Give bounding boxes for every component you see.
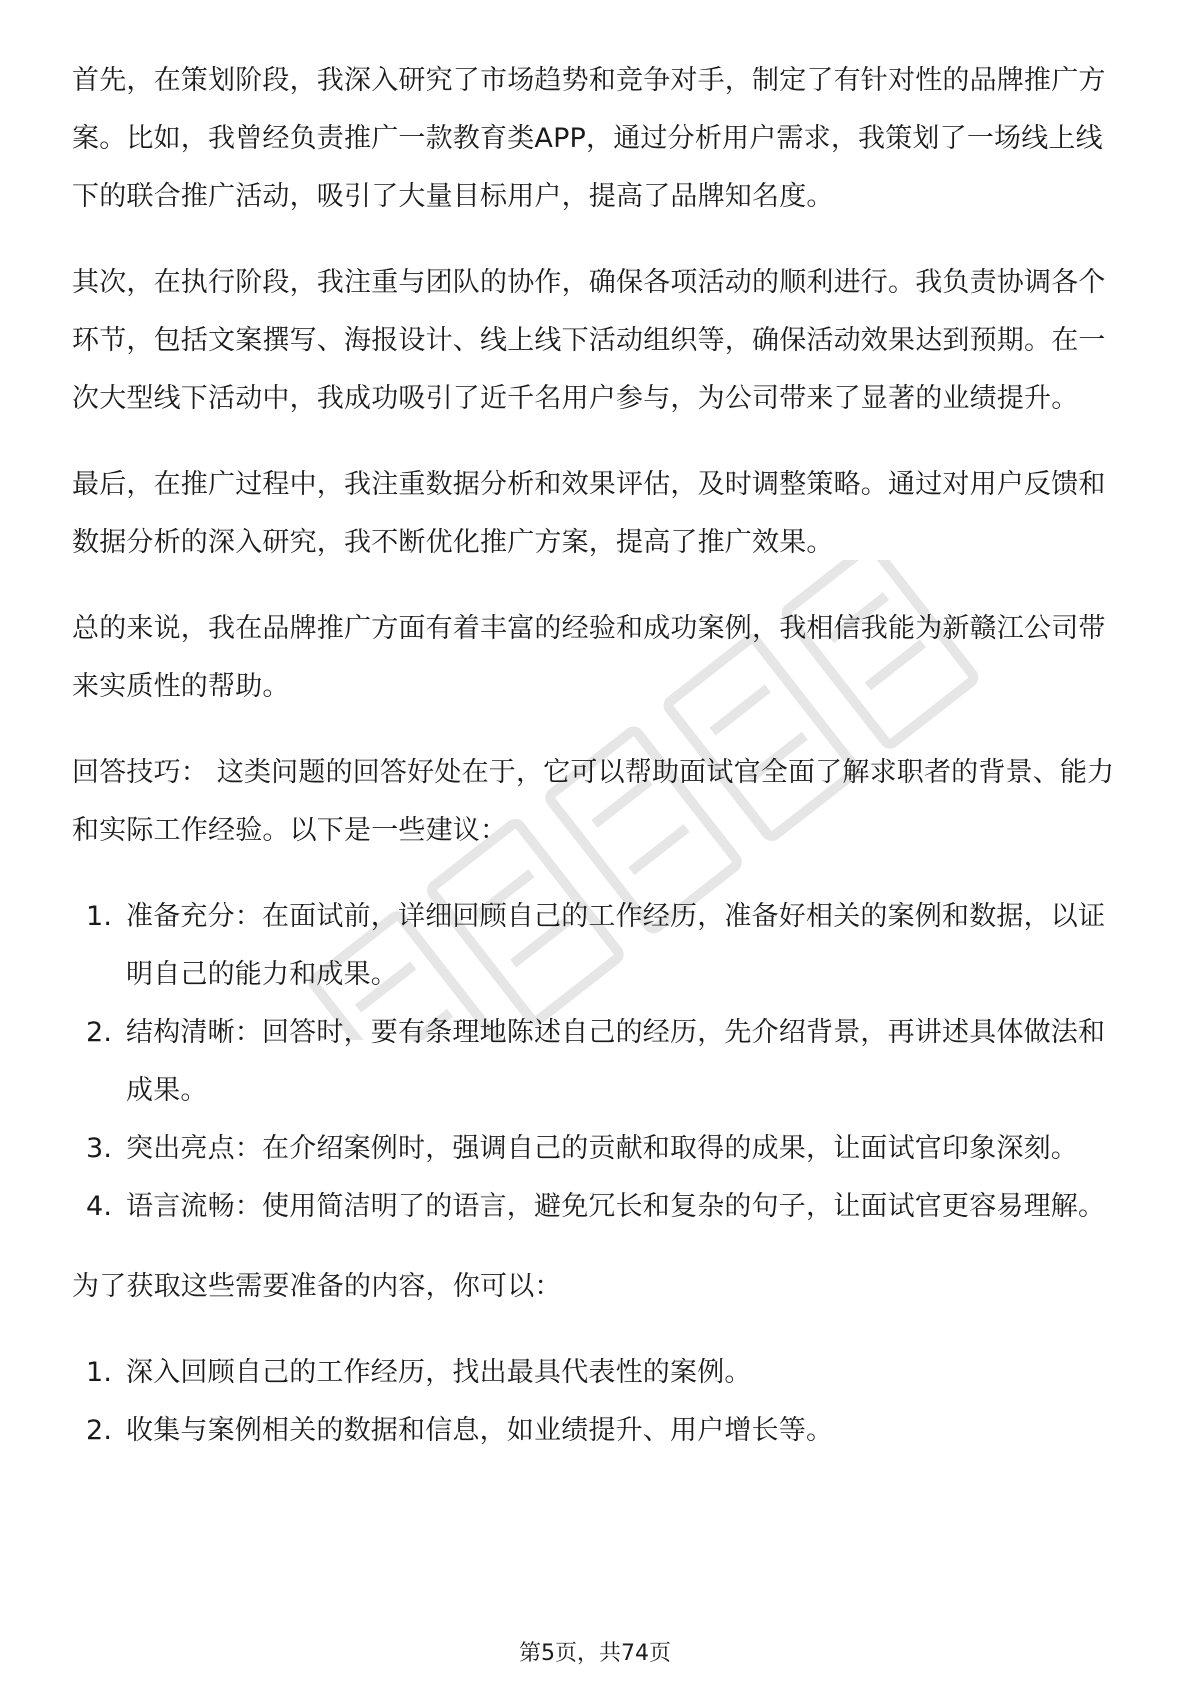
paragraph-summary: 总的来说，我在品牌推广方面有着丰富的经验和成功案例，我相信我能为新赣江公司带来实质性的帮助。 — [72, 613, 1106, 702]
tips-list — [72, 888, 1122, 1236]
paragraph-planning: 首先，在策划阶段，我深入研究了市场趋势和竞争对手，制定了有针对性的品牌推广方案。比如，我曾经负责推广一款教育类APP，通过分析用户需求，我策划了一场线上线下的联合推广活动，吸引了大量目标用户，提高了品牌知名度。 — [72, 65, 1106, 212]
paragraph-analysis: 最后，在推广过程中，我注重数据分析和效果评估，及时调整策略。通过对用户反馈和数据分析的深入研究，我不断优化推广方案，提高了推广效果。 — [72, 469, 1106, 558]
paragraph-prep-intro: 为了获取这些需要准备的内容，你可以： — [72, 1271, 562, 1302]
paragraph-tips-intro: 回答技巧： 这类问题的回答好处在于，它可以帮助面试官全面了解求职者的背景、能力和实际工作经验。以下是一些建议： — [72, 757, 1115, 846]
list-item: 1. 深入回顾自己的工作经历，找出最具代表性的案例。 — [86, 1357, 752, 1388]
list-item: 2. 收集与案例相关的数据和信息，如业绩提升、用户增长等。 — [86, 1415, 834, 1446]
list-item: 4. 语言流畅：使用简洁明了的语言，避免冗长和复杂的句子，让面试官更容易理解。 — [86, 1191, 1106, 1222]
document-body — [72, 52, 1122, 1482]
paragraph-execution: 其次，在执行阶段，我注重与团队的协作，确保各项活动的顺利进行。我负责协调各个环节，包括文案撰写、海报设计、线上线下活动组织等，确保活动效果达到预期。在一次大型线下活动中，我成功吸引了近千名用户参与，为公司带来了显著的业绩提升。 — [72, 267, 1106, 414]
list-item: 3. 突出亮点：在介绍案例时，强调自己的贡献和取得的成果，让面试官印象深刻。 — [86, 1133, 1078, 1164]
list-item: 1. 准备充分：在面试前，详细回顾自己的工作经历，准备好相关的案例和数据，以证明自己的能力和成果。 — [86, 901, 1106, 990]
page-footer: 第5页，共74页 — [519, 1641, 671, 1666]
list-item: 2. 结构清晰：回答时，要有条理地陈述自己的经历，先介绍背景，再讲述具体做法和成果。 — [86, 1017, 1106, 1106]
prep-list — [72, 1344, 1122, 1460]
